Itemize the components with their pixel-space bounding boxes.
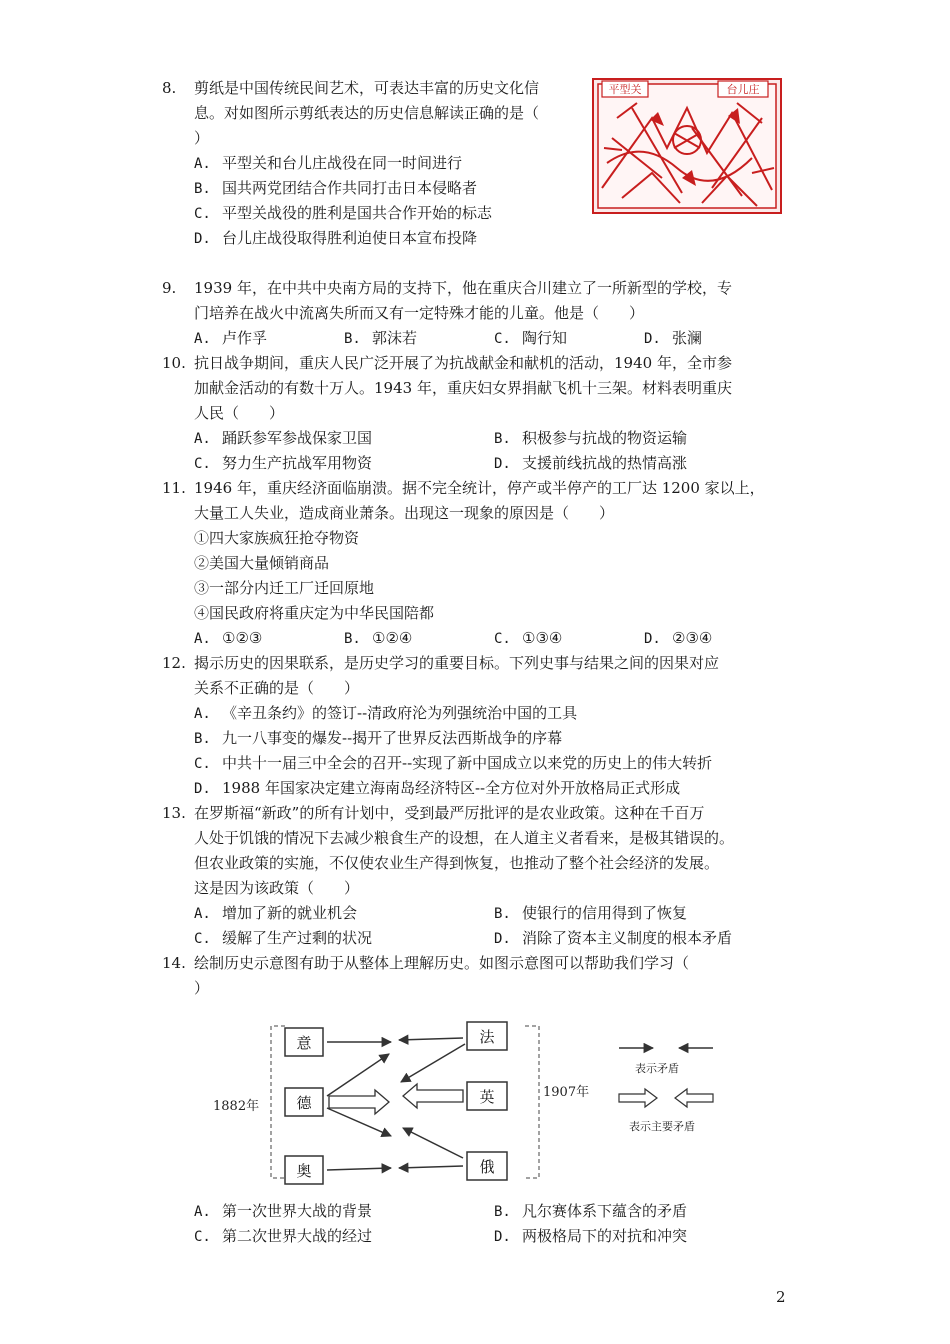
option-d[interactable]: D. 1988 年国家决定建立海南岛经济特区--全方位对外开放格局正式形成	[194, 779, 681, 797]
option-d[interactable]: D. 消除了资本主义制度的根本矛盾	[494, 929, 733, 947]
node-germany	[285, 1088, 323, 1116]
question-number: 8.	[162, 79, 177, 97]
option-a[interactable]: A. 《辛丑条约》的签订--清政府沦为列强统治中国的工具	[194, 704, 578, 722]
image-label-pingxingguan: 平型关	[608, 83, 642, 96]
option-b[interactable]: B. 使银行的信用得到了恢复	[494, 904, 688, 922]
option-a[interactable]: A. 增加了新的就业机会	[194, 904, 358, 922]
question-text: 加献金活动的有数十万人。1943 年，重庆妇女界捐献飞机十三架。材料表明重庆	[194, 379, 732, 397]
page-number: 2	[776, 1288, 786, 1306]
statement-1: ①四大家族疯狂抢夺物资	[194, 529, 360, 547]
question-text: 人处于饥饿的情况下去减少粮食生产的设想，在人道主义者看来，是极其错误的。	[194, 829, 735, 847]
question-text: 关系不正确的是（ ）	[194, 679, 360, 697]
option-a[interactable]: A. 第一次世界大战的背景	[194, 1202, 373, 1220]
option-c[interactable]: C. ①③④	[494, 629, 563, 647]
svg-text:意: 意	[296, 1034, 312, 1052]
option-c[interactable]: C. 缓解了生产过剩的状况	[194, 929, 373, 947]
year-1882: 1882年	[213, 1099, 260, 1114]
option-a[interactable]: A. 踊跃参军参战保家卫国	[194, 429, 373, 447]
question-text: 人民（ ）	[194, 404, 285, 422]
image-label-taierzhuang: 台儿庄	[726, 83, 760, 96]
question-number: 13.	[162, 804, 186, 822]
svg-text:法: 法	[479, 1028, 495, 1046]
legend-contradiction: 表示矛盾	[635, 1062, 679, 1075]
option-a[interactable]: A. 平型关和台儿庄战役在同一时间进行	[194, 154, 463, 172]
option-c[interactable]: C. 平型关战役的胜利是国共合作开始的标志	[194, 204, 493, 222]
option-b[interactable]: B. 九一八事变的爆发--揭开了世界反法西斯战争的序幕	[194, 729, 563, 747]
option-c[interactable]: C. 努力生产抗战军用物资	[194, 454, 373, 472]
right-bracket	[525, 1026, 539, 1178]
question-text: 这是因为该政策（ ）	[194, 879, 360, 897]
question-text: 在罗斯福“新政”的所有计划中，受到最严厉批评的是农业政策。这种在千百万	[194, 804, 705, 822]
statement-3: ③一部分内迁工厂迁回原地	[194, 579, 375, 597]
option-d[interactable]: D. 两极格局下的对抗和冲突	[494, 1227, 688, 1245]
node-italy	[285, 1028, 323, 1056]
option-c[interactable]: C. 第二次世界大战的经过	[194, 1227, 373, 1245]
question-number: 12.	[162, 654, 186, 672]
question-text: 但农业政策的实施，不仅使农业生产得到恢复，也推动了整个社会经济的发展。	[194, 854, 720, 872]
svg-text:俄: 俄	[479, 1158, 495, 1176]
option-b[interactable]: B. 国共两党团结合作共同打击日本侵略者	[194, 179, 478, 197]
statement-2: ②美国大量倾销商品	[194, 554, 330, 572]
question-text: 揭示历史的因果联系，是历史学习的重要目标。下列史事与结果之间的因果对应	[194, 654, 720, 672]
node-russia	[467, 1152, 507, 1180]
option-b[interactable]: B. 郭沫若	[344, 329, 418, 347]
option-d[interactable]: D. 张澜	[644, 329, 703, 347]
legend-main-contradiction: 表示主要矛盾	[629, 1120, 695, 1133]
question-text: 1939 年，在中共中央南方局的支持下，他在重庆合川建立了一所新型的学校，专	[194, 279, 732, 297]
statement-4: ④国民政府将重庆定为中华民国陪都	[194, 604, 435, 622]
option-b[interactable]: B. ①②④	[344, 629, 413, 647]
question-text: 息。对如图所示剪纸表达的历史信息解读正确的是（	[194, 104, 540, 122]
svg-text:英: 英	[479, 1088, 495, 1106]
alliance-diagram	[205, 1018, 745, 1190]
node-britain	[467, 1082, 507, 1110]
option-c[interactable]: C. 中共十一届三中全会的召开--实现了新中国成立以来党的历史上的伟大转折	[194, 754, 713, 772]
year-1907: 1907年	[543, 1085, 590, 1100]
option-a[interactable]: A. ①②③	[194, 629, 263, 647]
question-text: ）	[194, 129, 210, 147]
main-contradiction-arrows	[329, 1084, 463, 1114]
node-austria	[285, 1156, 323, 1184]
option-d[interactable]: D. ②③④	[644, 629, 713, 647]
question-text: ）	[194, 979, 210, 997]
node-france	[467, 1022, 507, 1050]
question-number: 10.	[162, 354, 186, 372]
option-b[interactable]: B. 凡尔赛体系下蕴含的矛盾	[494, 1202, 688, 1220]
question-text: 剪纸是中国传统民间艺术，可表达丰富的历史文化信	[194, 79, 540, 97]
svg-text:奥: 奥	[296, 1162, 312, 1180]
question-number: 11.	[162, 479, 186, 497]
question-text: 大量工人失业，造成商业萧条。出现这一现象的原因是（ ）	[194, 504, 615, 522]
question-number: 14.	[162, 954, 186, 972]
question-text: 门培养在战火中流离失所而又有一定特殊才能的儿童。他是（ ）	[194, 304, 645, 322]
option-d[interactable]: D. 支援前线抗战的热情高涨	[494, 454, 688, 472]
option-b[interactable]: B. 积极参与抗战的物资运输	[494, 429, 688, 447]
option-a[interactable]: A. 卢作孚	[194, 329, 268, 347]
svg-text:德: 德	[296, 1094, 312, 1112]
question-text: 绘制历史示意图有助于从整体上理解历史。如图示意图可以帮助我们学习（	[194, 954, 690, 972]
question-text: 1946 年，重庆经济面临崩溃。据不完全统计，停产或半停产的工厂达 1200 家以上，	[194, 479, 765, 497]
paper-cut-image	[592, 78, 782, 214]
option-d[interactable]: D. 台儿庄战役取得胜利迫使日本宣布投降	[194, 229, 478, 247]
option-c[interactable]: C. 陶行知	[494, 329, 568, 347]
question-text: 抗日战争期间，重庆人民广泛开展了为抗战献金和献机的活动，1940 年，全市参	[194, 354, 732, 372]
question-number: 9.	[162, 279, 177, 297]
legend	[619, 1048, 713, 1107]
left-bracket	[271, 1026, 285, 1178]
